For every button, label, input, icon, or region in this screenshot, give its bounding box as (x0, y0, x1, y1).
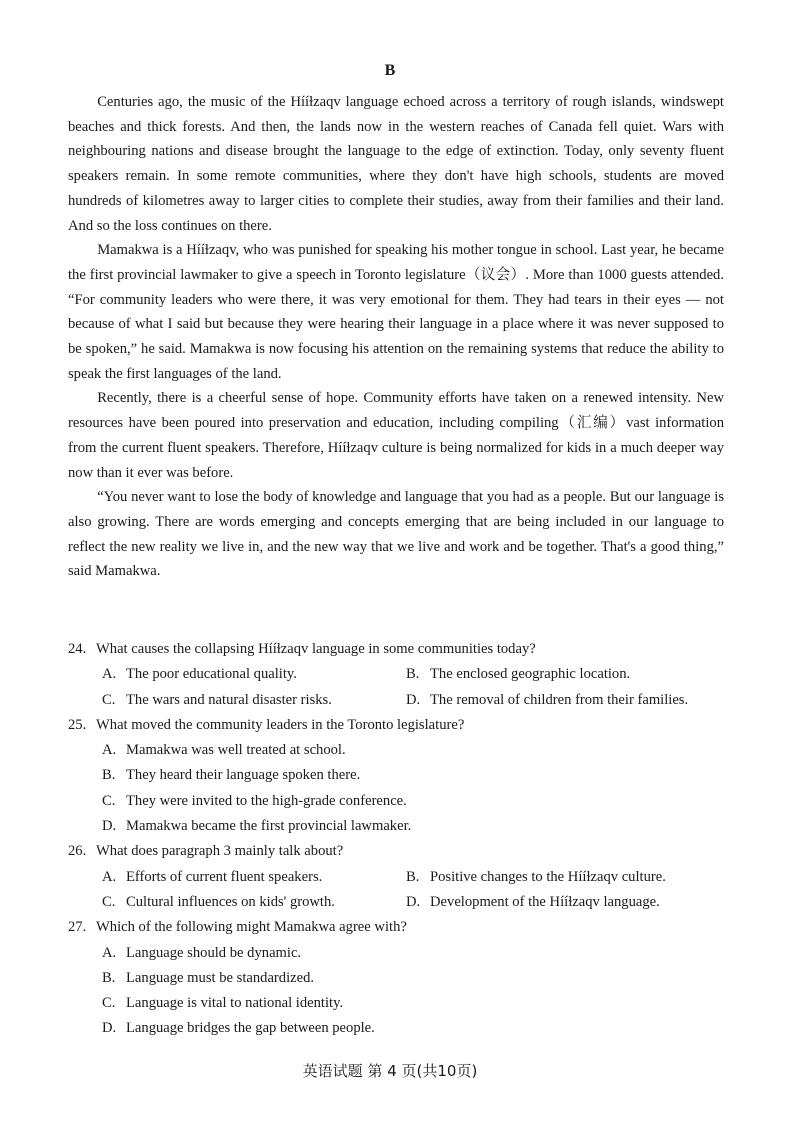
option-letter: C. (102, 691, 116, 708)
option-letter: C. (102, 995, 116, 1012)
option-text: They were invited to the high-grade conference. (126, 792, 407, 809)
question-stem (68, 637, 748, 662)
option-letter: D. (406, 893, 421, 910)
question-number: 24. (68, 641, 87, 657)
option-a[interactable] (102, 865, 406, 890)
option-letter: A. (102, 944, 117, 961)
option-letter: B. (406, 666, 420, 683)
passage-paragraph-1: Centuries ago, the music of the Hííɫzaqv language echoed across a territory of rough islands, windswept beaches and thick forests. And then, the lands now in the western reaches of Canada fell quiet. Wars with neighbouring nations and disease brought the language to the edge of extinction. Today, only seventy fluent speakers remain. In some remote communities, where they don't have high schools, students are moved hundreds of kilometres away to larger cities to complete their studies, away from their families and their land. And so the loss continues on there. (68, 94, 724, 234)
option-letter: B. (102, 969, 116, 986)
option-text: Mamakwa was well treated at school. (126, 742, 346, 759)
option-a[interactable] (102, 941, 748, 966)
option-text: Cultural influences on kids' growth. (126, 893, 335, 910)
passage-paragraph-3: Recently, there is a cheerful sense of hope. Community efforts have taken on a renewed intensity. New resources have been poured into preservation and education, including compiling（汇编）vast information from the current fluent speakers. Therefore, Hííɫzaqv culture is being normalized for kids in a much deeper way now than it ever was before. (68, 390, 724, 481)
question-stem (68, 915, 748, 940)
option-text: They heard their language spoken there. (126, 767, 361, 784)
question-stem (68, 713, 748, 738)
question-stem (68, 839, 748, 864)
option-letter: B. (102, 767, 116, 784)
question-number: 25. (68, 716, 87, 733)
option-letter: D. (406, 691, 421, 708)
section-title: B (384, 62, 396, 79)
option-letter: D. (102, 818, 117, 835)
question-text: Which of the following might Mamakwa agree with? (96, 919, 407, 936)
question-text: What moved the community leaders in the Toronto legislature? (96, 716, 465, 733)
option-letter: C. (102, 792, 116, 809)
option-text: Mamakwa became the first provincial lawmaker. (126, 818, 412, 835)
passage-paragraph-2: Mamakwa is a Hííɫzaqv, who was punished for speaking his mother tongue in school. Last year, he became the first provincial lawmaker to give a speech in Toronto legislature（议会）. More than 1000 guests attended. “For community leaders who were there, it was very emotional for them. They had tears in their eyes — not because of what I said but because they were hearing their language in a place where it was never supposed to be spoken,” he said. Mamakwa is now focusing his attention on the remaining systems that reduce the ability to speak the first languages of the land. (68, 242, 724, 382)
option-b[interactable] (406, 662, 756, 687)
option-b[interactable] (102, 763, 748, 788)
option-text: Language must be standardized. (126, 969, 315, 986)
option-text: The poor educational quality. (126, 666, 297, 683)
question-25 (68, 713, 748, 839)
option-c[interactable] (102, 789, 748, 814)
option-letter: A. (102, 868, 117, 885)
option-text: The enclosed geographic location. (430, 666, 631, 683)
question-24 (68, 637, 748, 713)
question-number: 27. (68, 919, 87, 936)
page-footer: 英语试题 第 4 页(共10页) (302, 1062, 478, 1080)
option-text: Language is vital to national identity. (126, 995, 344, 1012)
question-text: What does paragraph 3 mainly talk about? (96, 843, 344, 860)
question-text: What causes the collapsing Hííɫzaqv language in some communities today? (96, 641, 536, 657)
question-26 (68, 839, 748, 915)
option-c[interactable] (102, 688, 406, 713)
option-letter: C. (102, 893, 116, 910)
option-group (68, 662, 748, 713)
option-letter: A. (102, 666, 117, 683)
option-a[interactable] (102, 662, 406, 687)
option-group (68, 941, 748, 1042)
option-group (68, 865, 748, 916)
question-list (68, 637, 748, 1042)
option-b[interactable] (102, 966, 748, 991)
option-text: The removal of children from their families. (430, 691, 689, 708)
option-text: Language should be dynamic. (126, 944, 302, 961)
option-text: Efforts of current fluent speakers. (126, 868, 323, 885)
option-text: Language bridges the gap between people. (126, 1020, 375, 1037)
option-letter: D. (102, 1020, 117, 1037)
option-d[interactable] (406, 688, 756, 713)
question-27 (68, 915, 748, 1041)
option-d[interactable] (102, 1016, 748, 1041)
option-text: The wars and natural disaster risks. (126, 691, 332, 708)
question-number: 26. (68, 843, 87, 860)
option-group (68, 738, 748, 839)
option-b[interactable] (406, 865, 756, 890)
option-c[interactable] (102, 991, 748, 1016)
reading-passage (68, 90, 724, 584)
option-a[interactable] (102, 738, 748, 763)
option-d[interactable] (102, 814, 748, 839)
option-c[interactable] (102, 890, 406, 915)
option-letter: A. (102, 742, 117, 759)
option-text: Development of the Hííɫzaqv language. (430, 893, 660, 910)
option-text: Positive changes to the Hííɫzaqv culture. (430, 868, 666, 885)
option-letter: B. (406, 868, 420, 885)
passage-paragraph-4: “You never want to lose the body of knowledge and language that you had as a people. But our language is also growing. There are words emerging and concepts emerging that are being included in our language to reflect the new reality we live in, and the new way that we live and work and be together. That's a good thing,” said Mamakwa. (68, 489, 724, 580)
option-d[interactable] (406, 890, 756, 915)
